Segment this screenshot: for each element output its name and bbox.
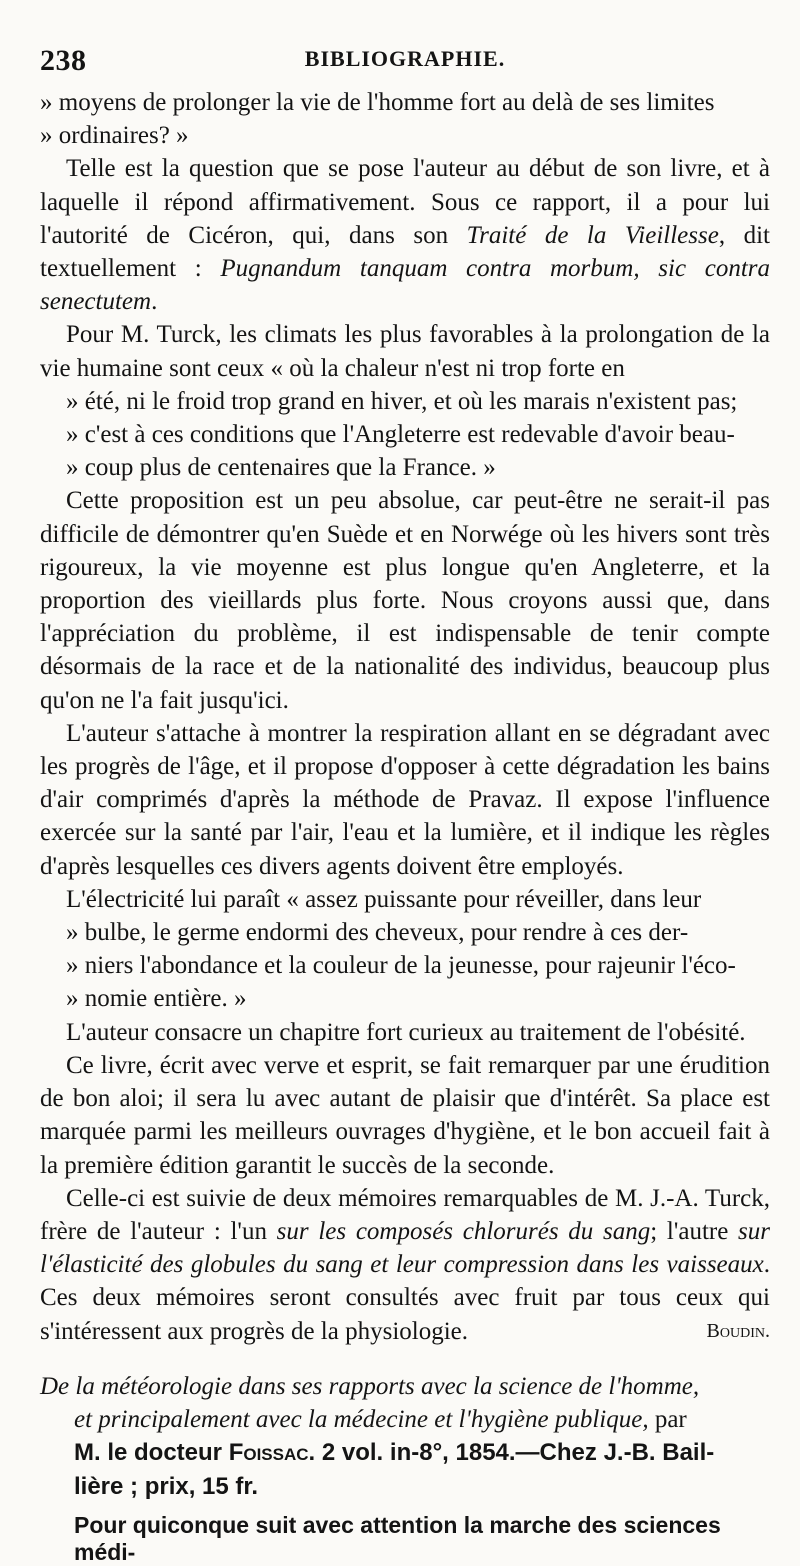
paragraph: L'auteur s'attache à montrer la respiration allant en se dégradant avec les progrès de l'âge, et il propose d'opposer à cette dégradation les bains d'air comprimés d'après la méthode de Pravaz. Il expose l'influence exercée sur la santé par l'air, l'eau et la lumière, et il indique les règles d'après lesquelles ces divers agents doivent être employés. bbox=[40, 719, 770, 880]
quote-line: » ordinaires? » bbox=[40, 122, 189, 150]
text-run: M. le docteur bbox=[74, 1438, 229, 1466]
paragraph bbox=[40, 1182, 770, 1348]
italic-title: sur l'élasticité des globules du sang et leur compression dans les vaisseaux bbox=[40, 1217, 770, 1279]
quote-line: » bulbe, le germe endormi des cheveux, pour rendre à ces der- bbox=[66, 919, 689, 947]
paragraph: L'auteur consacre un chapitre fort curieux au traitement de l'obésité. bbox=[66, 1018, 746, 1046]
entry-title-line: De la météorologie dans ses rapports avec la science de l'homme, bbox=[40, 1372, 700, 1400]
text-run: . bbox=[151, 288, 158, 316]
quote-line: » coup plus de centenaires que la France. » bbox=[66, 454, 496, 482]
italic-title: Traité de la Vieillesse bbox=[466, 221, 719, 249]
body-text bbox=[40, 86, 770, 1348]
quote-line: » niers l'abondance et la couleur de la jeunesse, pour rajeunir l'éco- bbox=[66, 952, 736, 980]
entry-title-par: par bbox=[648, 1405, 687, 1433]
publication-price: lière ; prix, 15 fr. bbox=[74, 1472, 259, 1500]
paragraph: Ce livre, écrit avec verve et esprit, se fait remarquer par une érudition de bon aloi; il sera lu avec autant de plaisir que d'intérêt. Sa place est marquée parmi les meilleurs ouvrages d'hygiène, et le bon accueil fait à la première édition garantit le succès de la seconde. bbox=[40, 1051, 770, 1179]
quote-line: » nomie entière. » bbox=[66, 985, 247, 1013]
text-run: Telle est la question que se pose l'auteur au début de son livre, et à laquelle il répond affirmativement. Sous ce rapport, il a pour lui l'autorité de Cicéron, qui, dans son bbox=[40, 155, 770, 249]
text-run: . 2 vol. in-8°, 1854.—Chez J.-B. Bail- bbox=[308, 1438, 715, 1466]
paragraph: Cette proposition est un peu absolue, car peut-être ne serait-il pas difficile de démontrer qu'en Suède et en Norwége où les hivers sont très rigoureux, la vie moyenne est plus longue qu'en Angleterre, et la proportion des vieillards plus forte. Nous croyons aussi que, dans l'appréciation du problème, il est indispensable de tenir compte désormais de la race et de la nationalité des individus, beaucoup plus qu'on ne l'a fait jusqu'ici. bbox=[40, 487, 770, 714]
text-run: , dit textuellement : bbox=[40, 221, 770, 283]
entry-author: Foissac bbox=[228, 1438, 309, 1466]
paragraph bbox=[40, 318, 770, 484]
text-run: Celle-ci est suivie de deux mémoires remarquables de M. J.-A. Turck, frère de l'auteur : l'un bbox=[40, 1184, 770, 1245]
paragraph bbox=[40, 152, 770, 318]
publication-details bbox=[40, 1436, 770, 1470]
page-number: 238 bbox=[40, 44, 87, 77]
continuation-line: Pour quiconque suit avec attention la marche des sciences médi- bbox=[74, 1511, 721, 1565]
author-signature: Boudin. bbox=[706, 1319, 770, 1342]
text-run: . Ces deux mémoires seront consultés avec fruit par tous ceux qui s'intéressent aux progrès de la physiologie. bbox=[40, 1251, 770, 1345]
italic-title: sur les composés chlorurés du sang bbox=[276, 1217, 651, 1245]
text-run: Pour M. Turck, les climats les plus favorables à la prolongation de la vie humaine sont ceux « où la chaleur n'est ni trop forte en bbox=[40, 321, 770, 382]
quote-line: » été, ni le froid trop grand en hiver, et où les marais n'existent pas; bbox=[66, 387, 738, 415]
quote-line: » c'est à ces conditions que l'Angleterre est redevable d'avoir beau- bbox=[66, 421, 735, 449]
running-title: BIBLIOGRAPHIE. bbox=[304, 46, 506, 71]
entry-title-line bbox=[40, 1403, 770, 1436]
quote-line: » moyens de prolonger la vie de l'homme fort au delà de ses limites bbox=[40, 89, 715, 116]
entry-title-text: et principalement avec la médecine et l'hygiène publique, bbox=[74, 1405, 649, 1433]
text-run: ; l'autre bbox=[650, 1217, 739, 1245]
paragraph-quote-end bbox=[40, 86, 770, 152]
latin-quote: Pugnandum tanquam contra morbum, sic contra senectutem bbox=[40, 255, 770, 316]
page-header bbox=[40, 34, 770, 86]
paragraph bbox=[40, 883, 770, 1016]
text-run: L'électricité lui paraît « assez puissante pour réveiller, dans leur bbox=[66, 885, 702, 913]
bibliography-entry bbox=[40, 1370, 770, 1504]
